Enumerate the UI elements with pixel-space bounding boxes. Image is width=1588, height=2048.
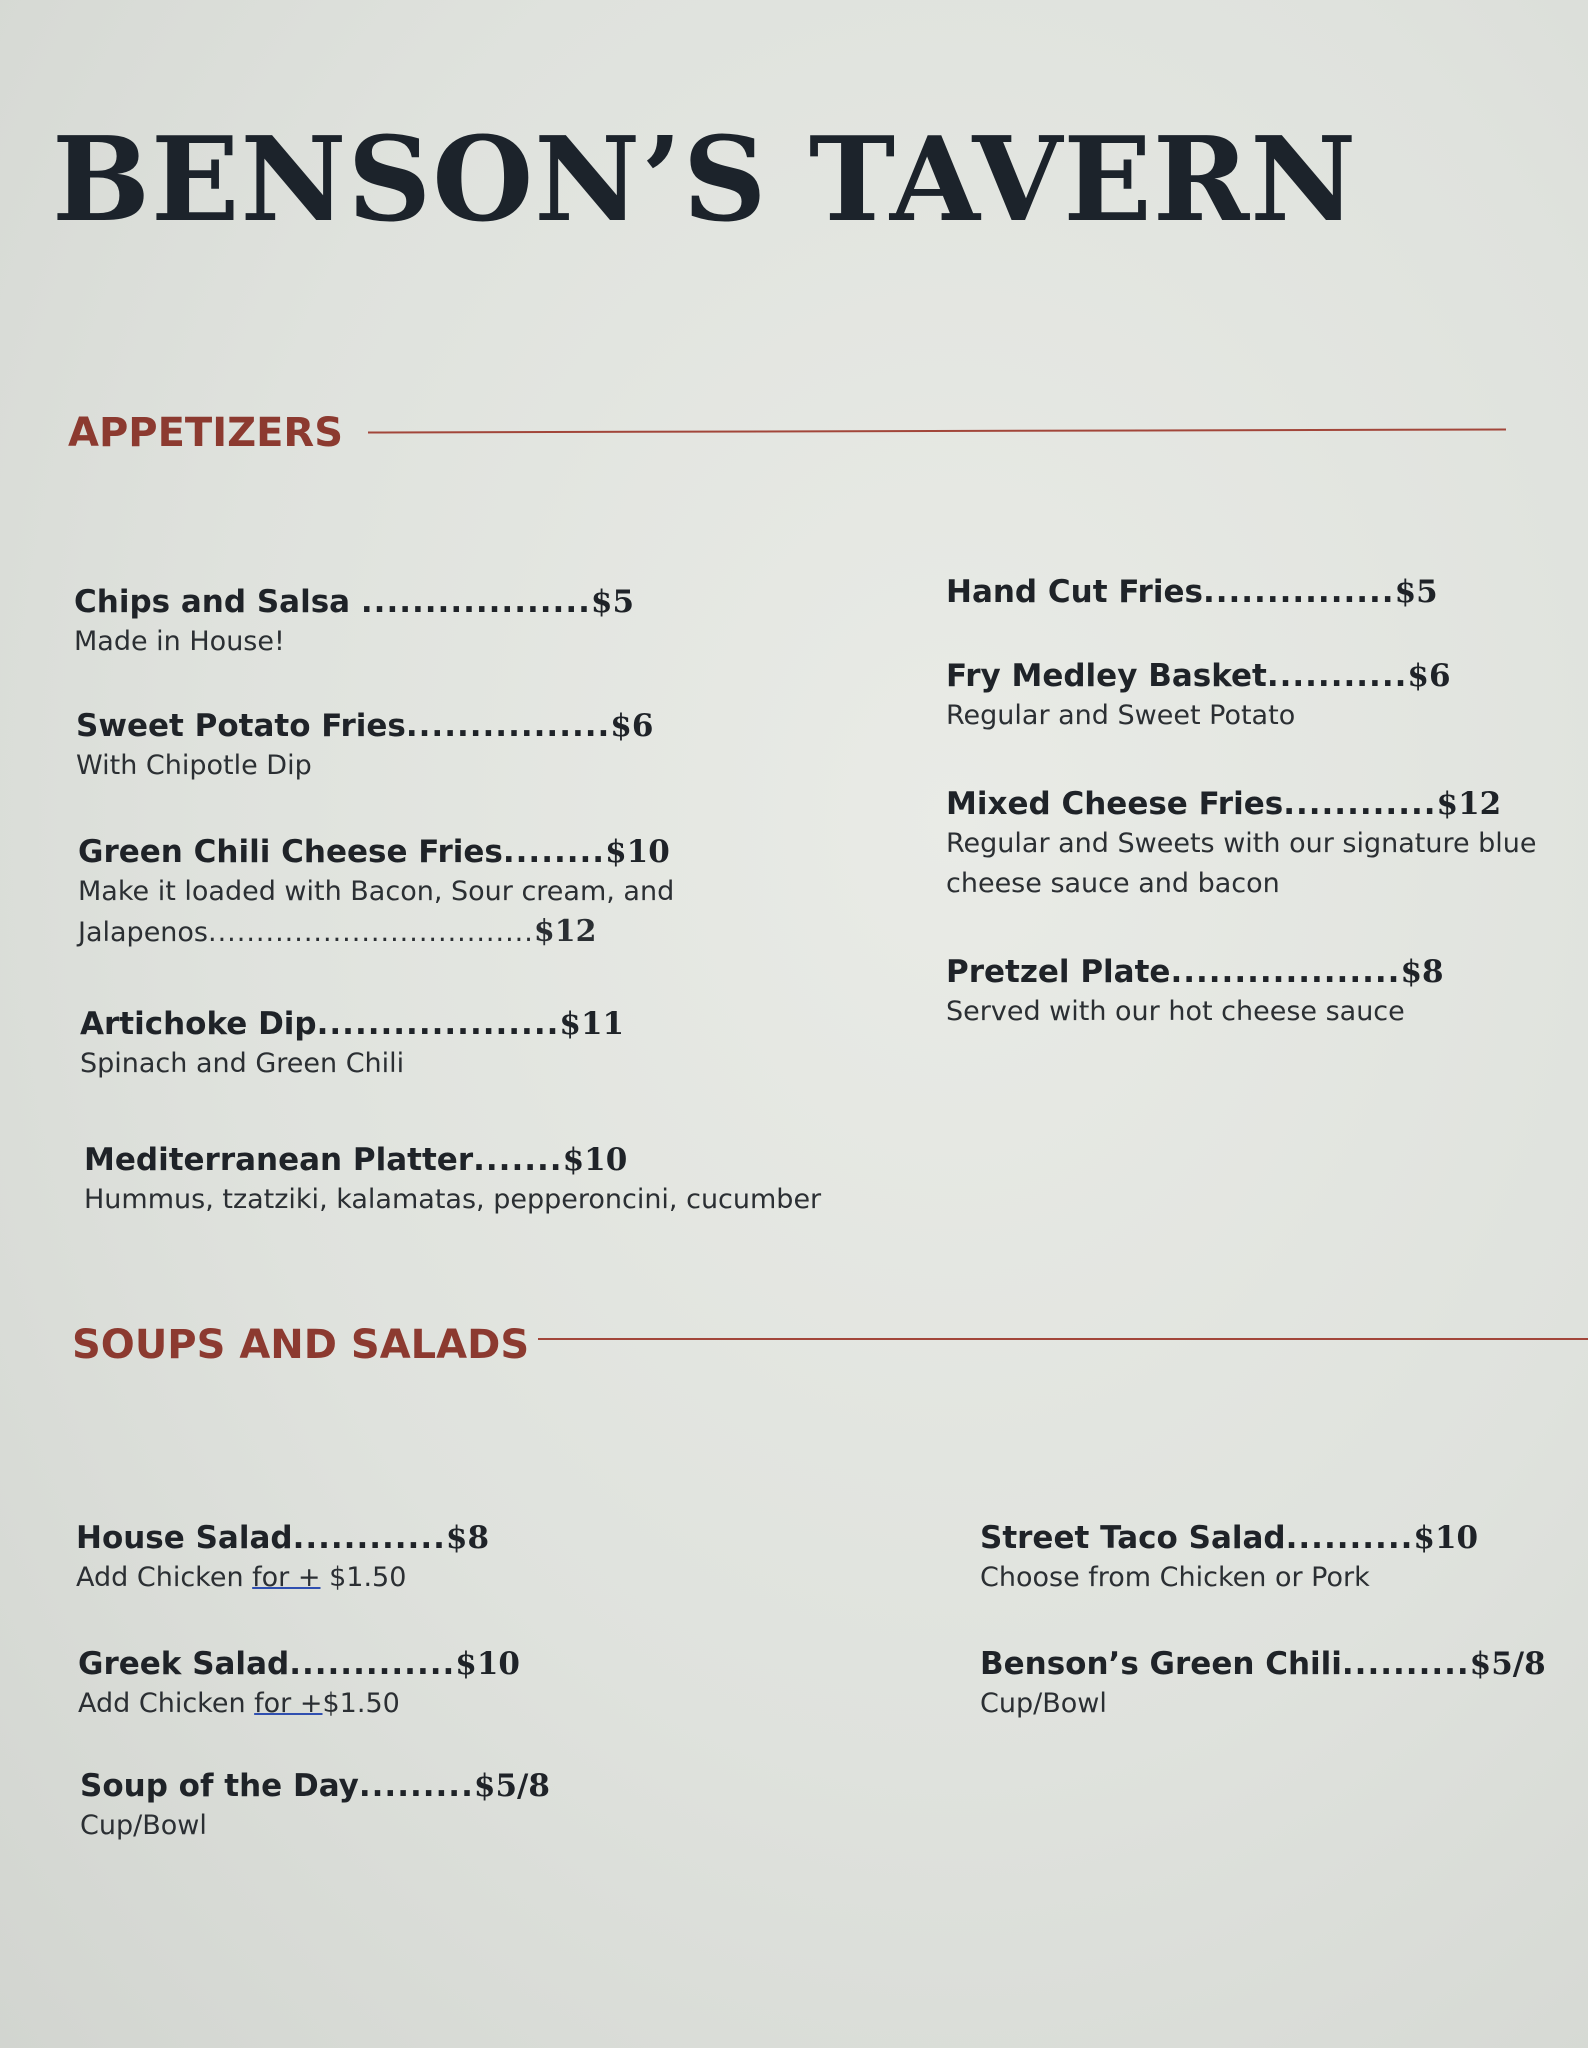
item-price: $11: [559, 1006, 625, 1042]
item-description: Regular and Sweet Potato: [946, 700, 1296, 731]
item-name: Hand Cut Fries: [946, 574, 1203, 610]
leader-dots: .........: [358, 1768, 474, 1804]
restaurant-title: BENSON’S TAVERN: [52, 112, 1358, 248]
underlined-text: for +: [252, 1562, 321, 1593]
item-price: $5: [1394, 574, 1438, 610]
item-name: Green Chili Cheese Fries: [78, 834, 503, 870]
item-name: Street Taco Salad: [980, 1520, 1286, 1556]
item-name: Benson’s Green Chili: [980, 1646, 1342, 1682]
item-description: Cup/Bowl: [80, 1810, 207, 1841]
item-price: $5/8: [473, 1768, 550, 1804]
item-price: $8: [1400, 954, 1444, 990]
item-name: Artichoke Dip: [80, 1006, 317, 1042]
item-description: Add Chicken: [78, 1688, 255, 1719]
leader-dots: ...................: [316, 1006, 560, 1042]
menu-item-artichoke-dip: [80, 1004, 624, 1084]
item-price: $10: [605, 834, 670, 870]
menu-item-mixed-cheese-fries: [946, 784, 1537, 904]
leader-dots: ..................................: [208, 917, 534, 948]
menu-item-mediterranean-platter: [84, 1140, 821, 1220]
menu-item-bensons-green-chili: [980, 1644, 1546, 1724]
leader-dots: ........: [502, 834, 606, 870]
item-description: Spinach and Green Chili: [80, 1048, 405, 1079]
addon-price: $12: [533, 914, 597, 949]
item-price: $8: [445, 1520, 490, 1556]
leader-dots: ..........: [1285, 1520, 1414, 1556]
section-heading-soups-and-salads: SOUPS AND SALADS: [72, 1322, 530, 1368]
leader-dots: ............: [1283, 786, 1437, 822]
leader-dots: ..........: [1341, 1646, 1470, 1682]
item-name: Pretzel Plate: [946, 954, 1171, 990]
item-description: Cup/Bowl: [980, 1688, 1107, 1719]
item-description: With Chipotle Dip: [76, 750, 312, 781]
leader-dots: ...............: [1202, 574, 1395, 610]
item-name: Mixed Cheese Fries: [946, 786, 1284, 822]
menu-item-hand-cut-fries: [946, 572, 1438, 612]
item-name: Sweet Potato Fries: [76, 708, 406, 744]
item-name: Mediterranean Platter: [84, 1142, 474, 1178]
section-heading-appetizers: APPETIZERS: [68, 410, 344, 456]
item-price: $12: [1436, 786, 1502, 822]
leader-dots: ..................: [1170, 954, 1401, 990]
leader-dots: ..................: [360, 584, 591, 620]
leader-dots: ............: [292, 1520, 446, 1556]
menu-item-green-chili-cheese-fries: [78, 832, 674, 953]
menu-item-greek-salad: [78, 1644, 520, 1724]
item-description-addon: Jalapenos: [78, 917, 209, 948]
item-description: Choose from Chicken or Pork: [980, 1562, 1370, 1593]
item-name: Greek Salad: [78, 1646, 290, 1682]
item-name: Chips and Salsa: [74, 584, 361, 620]
section-divider: [368, 429, 1506, 434]
addon-price: $1.50: [320, 1562, 407, 1593]
item-description: Served with our hot cheese sauce: [946, 996, 1405, 1027]
menu-item-pretzel-plate: [946, 952, 1444, 1032]
item-description: Regular and Sweets with our signature blue: [946, 828, 1537, 859]
item-name: Soup of the Day: [80, 1768, 359, 1804]
item-description: Hummus, tzatziki, kalamatas, pepperoncini, cucumber: [84, 1184, 822, 1215]
item-name: Fry Medley Basket: [946, 658, 1267, 694]
item-price: $5: [590, 584, 635, 620]
menu-item-chips-and-salsa: [74, 582, 634, 662]
item-price: $10: [1413, 1520, 1479, 1556]
item-name: House Salad: [76, 1520, 293, 1556]
leader-dots: .............: [289, 1646, 456, 1682]
item-description: Add Chicken: [76, 1562, 253, 1593]
item-price: $5/8: [1469, 1646, 1546, 1682]
underlined-text: for +: [254, 1688, 323, 1719]
menu-item-sweet-potato-fries: [76, 706, 653, 786]
addon-price: $1.50: [322, 1688, 400, 1719]
item-description: Made in House!: [74, 626, 285, 657]
item-price: $6: [1407, 658, 1451, 694]
item-price: $10: [562, 1142, 628, 1178]
item-description: Make it loaded with Bacon, Sour cream, and: [78, 876, 675, 907]
menu-item-street-taco-salad: [980, 1518, 1478, 1598]
menu-item-soup-of-the-day: [80, 1766, 550, 1846]
leader-dots: ................: [405, 708, 611, 744]
item-description-continued: cheese sauce and bacon: [946, 868, 1280, 899]
item-price: $10: [455, 1646, 520, 1682]
menu-item-house-salad: [76, 1518, 489, 1598]
menu-item-fry-medley-basket: [946, 656, 1451, 736]
leader-dots: ...........: [1266, 658, 1408, 694]
section-divider: [538, 1338, 1588, 1340]
leader-dots: .......: [473, 1142, 563, 1178]
item-price: $6: [610, 708, 654, 744]
